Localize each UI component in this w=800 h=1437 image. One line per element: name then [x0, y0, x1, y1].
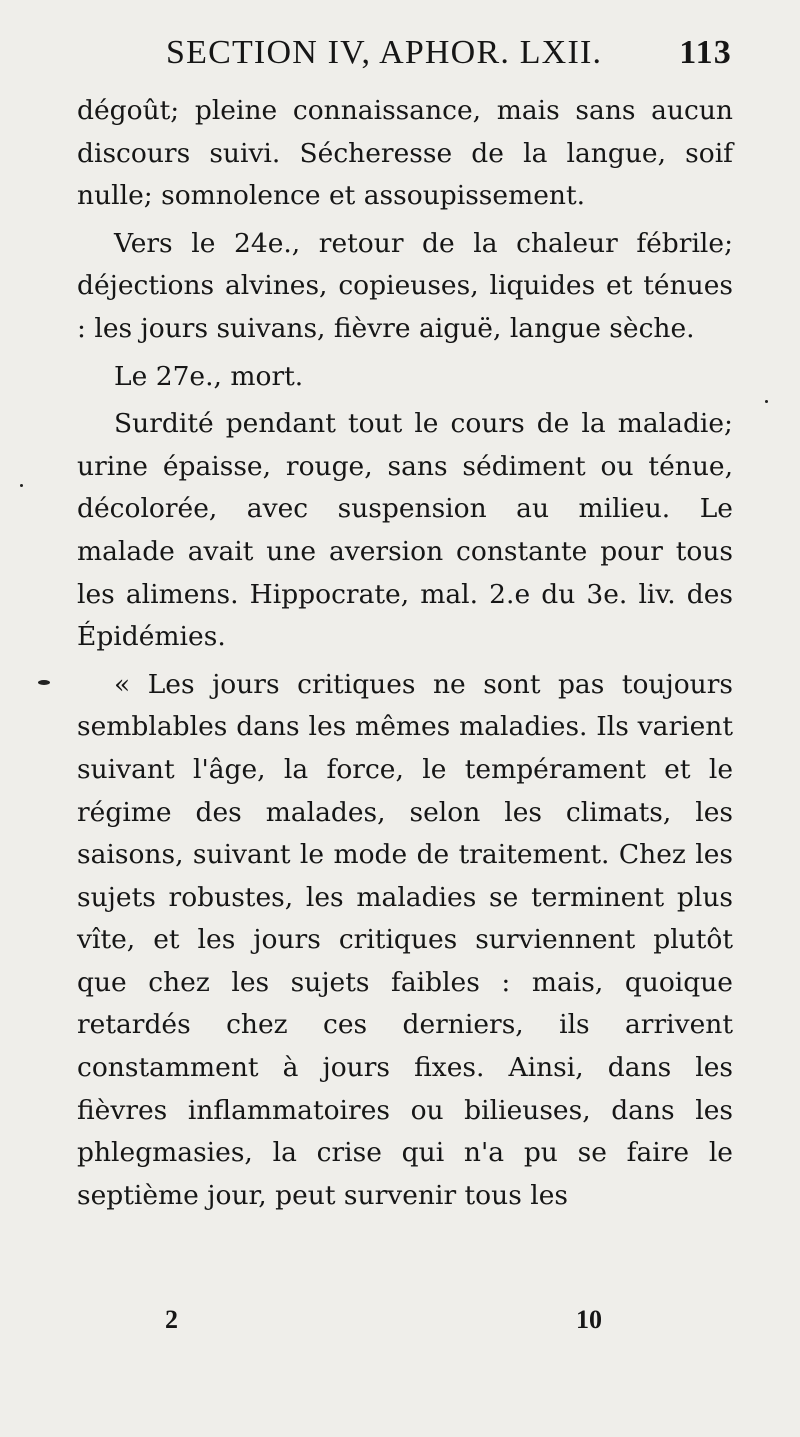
signature-mark: 2 — [165, 1305, 178, 1334]
ink-speck — [38, 680, 50, 685]
paragraph: Surdité pendant tout le cours de la maladie; urine épaisse, rouge, sans sédiment ou ténue, décolorée, avec suspension au milieu. Le malade avait une aversion constante pour tous les alimens. Hippocrate, mal. 2.e du 3e. liv. des Épidémies. — [77, 408, 733, 653]
paragraph-quotation: « Les jours critiques ne sont pas toujours semblables dans les mêmes maladies. Ils varient suivant l'âge, la force, le tempérament et le régime des malades, selon les climats, les saisons, suivant le mode de traitement. Chez les sujets robustes, les maladies se terminent plus vîte, et les jours critiques surviennent plutôt que chez les sujets faibles : mais, quoique retardés chez ces derniers, ils arrivent constamment à jours fixes. Ainsi, dans les fièvres inflammatoires ou bilieuses, dans les phlegmasies, la crise qui n'a pu se faire le septième jour, peut survenir tous les — [77, 668, 733, 1211]
paragraph: Le 27e., mort. — [114, 360, 304, 392]
page-body — [77, 90, 733, 1217]
running-title: SECTION IV, APHOR. LXII. — [166, 34, 603, 71]
ink-speck — [765, 400, 768, 403]
page-footer — [0, 1305, 800, 1345]
running-header — [166, 34, 732, 84]
page-number: 113 — [679, 34, 732, 71]
paragraph: Vers le 24e., retour de la chaleur fébrile; déjections alvines, copieuses, liquides et ténues : les jours suivans, fièvre aiguë, langue sèche. — [77, 227, 733, 344]
signature-mark: 10 — [576, 1305, 602, 1334]
ink-speck — [20, 484, 23, 487]
paragraph-continued: dégoût; pleine connaissance, mais sans aucun discours suivi. Sécheresse de la langue, soif nulle; somnolence et assoupissement. — [77, 95, 733, 212]
